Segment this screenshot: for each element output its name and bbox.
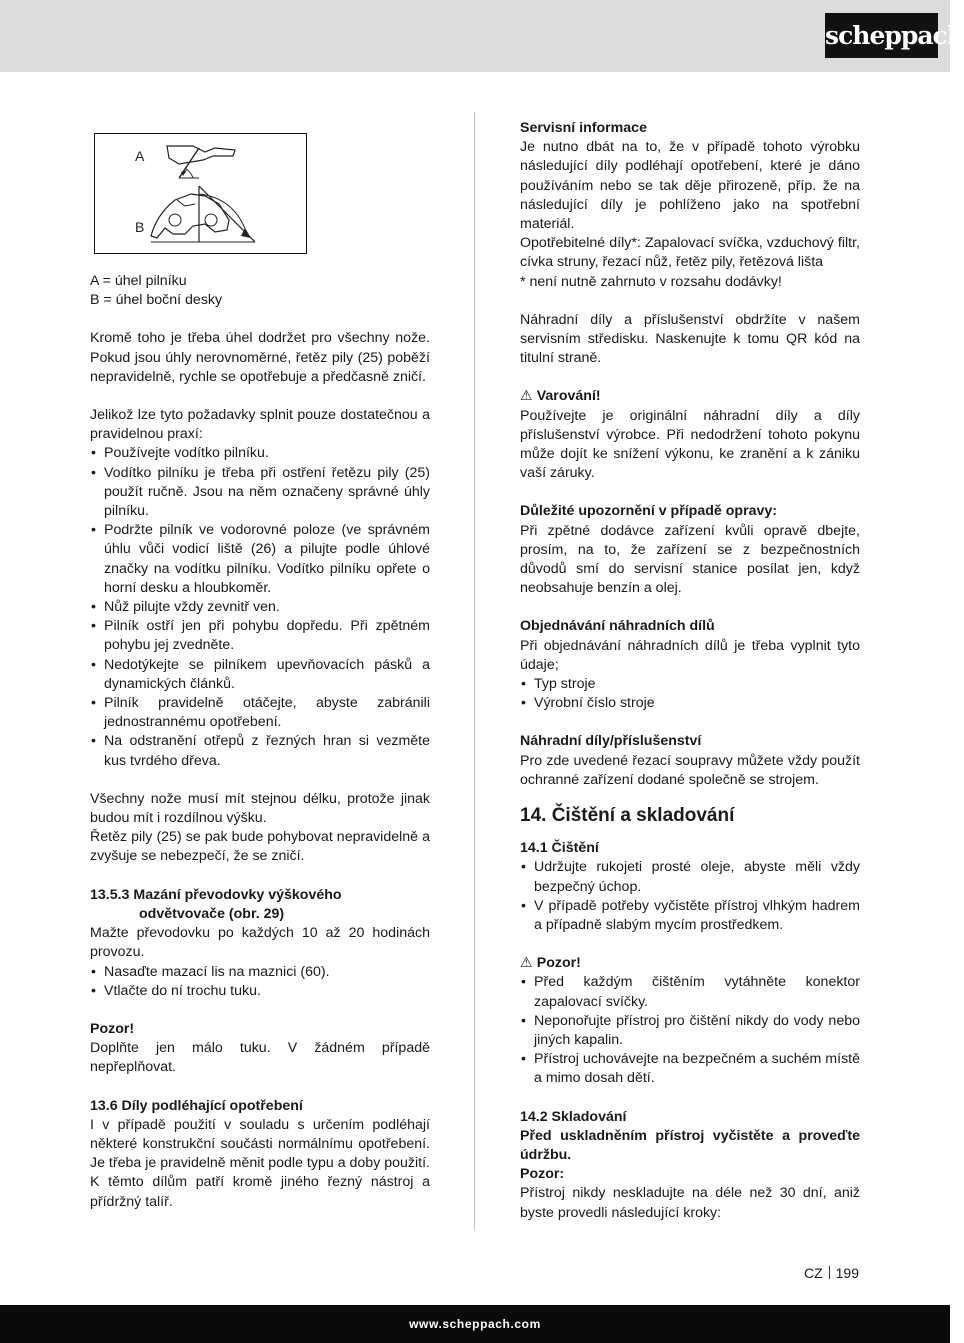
list-item: • Podržte pilník ve vodorovné poloze (ve správném úhlu vůči vodicí liště (26) a pilujte podle úhlové značky na vodítku pilníku. Vodítko pilníku opřete o horní desku a hloubkoměr.: [90, 521, 430, 598]
chapter-heading: 14. Čištění a skladování: [520, 805, 735, 827]
list-item: • Neponořujte přístroj pro čištění nikdy do vody nebo jiných kapalin.: [520, 1012, 860, 1050]
order-list: [520, 675, 860, 713]
list-item: • Pilník ostří jen při pohybu dopředu. Při zpětném pohybu jej zvedněte.: [90, 617, 430, 655]
list-item: • Udržujte rukojeti prosté oleje, abyste měli vždy bezpečný úchop.: [520, 858, 860, 896]
list-item: • Typ stroje: [520, 675, 860, 694]
page-language: CZ: [803, 1265, 823, 1281]
list-item: • Na odstranění otřepů z řezných hran si vezměte kus tvrdého dřeva.: [90, 732, 430, 770]
section-heading: Objednávání náhradních dílů: [520, 618, 715, 635]
list-item: • Přístroj uchovávejte na bezpečném a suchém místě a mimo dosah dětí.: [520, 1050, 860, 1088]
list-item: • Výrobní číslo stroje: [520, 694, 860, 713]
list-item: • Nasaďte mazací lis na maznici (60).: [90, 963, 430, 982]
brand-logo: scheppach: [825, 13, 938, 58]
website-url: www.scheppach.com: [409, 1317, 541, 1331]
list-item: • Nedotýkejte se pilníkem upevňovacích pásků a dynamických článků.: [90, 656, 430, 694]
section-heading: 14.2 Skladování: [520, 1108, 627, 1125]
list-item: • Používejte vodítko pilníku.: [90, 444, 430, 463]
column-divider: [474, 112, 475, 1230]
section-heading: 14.1 Čištění: [520, 840, 599, 857]
paragraph: Náhradní díly a příslušenství obdržíte v našem servisním středisku. Naskenujte k tomu QR kód na titulní straně.: [520, 311, 860, 367]
paragraph: Pro zde uvedené řezací soupravy můžete vždy použít ochranné zařízení dodané společně se strojem.: [520, 752, 860, 788]
paragraph: Při zpětné dodávce zařízení kvůli opravě dbejte, prosím, na to, že zařízení se z bezpečnostních důvodů smí do servisní stanice posílat jen, když neobsahuje benzín a olej.: [520, 522, 860, 597]
list-item: • Nůž pilujte vždy zevnitř ven.: [90, 598, 430, 617]
paragraph: Kromě toho je třeba úhel dodržet pro všechny nože. Pokud jsou úhly nerovnoměrné, řetěz pily (25) poběží nepravidelně, rychle se opotřebuje a předčasně zničí.: [90, 330, 430, 385]
paragraph: Přístroj nikdy neskladujte na déle než 30 dní, aniž byste provedli následující kroky:: [520, 1185, 860, 1221]
section-heading: Důležité upozornění v případě opravy:: [520, 503, 777, 520]
list-item: • V případě potřeby vyčistěte přístroj vlhkým hadrem a případně slabým mycím prostředkem.: [520, 897, 860, 935]
figure-label-b: B: [135, 219, 145, 235]
warning-heading: ⚠ Pozor!: [520, 954, 860, 973]
right-column: [520, 119, 860, 1223]
file-angle-figure: [94, 133, 307, 254]
paragraph: Je nutno dbát na to, že v případě tohoto výrobku následující díly podléhají opotřebení, které je dáno používáním nebo se tak děje přirozeně, příp. že na následující díly je pohlíženo jako na spotřební materiál.: [520, 139, 860, 233]
cleaning-list: [520, 858, 860, 935]
caution-list: [520, 973, 860, 1088]
section-heading: Servisní informace: [520, 120, 647, 136]
section-heading: Náhradní díly/příslušenství: [520, 733, 702, 750]
paragraph: Doplňte jen málo tuku. V žádném případě nepřeplňovat.: [90, 1040, 430, 1076]
page-number: [804, 1265, 859, 1281]
list-item: • Vodítko pilníku je třeba při ostření řetězu pily (25) použít ručně. Jsou na něm označeny správné úhly pilníku.: [90, 464, 430, 522]
legend-a: A = úhel pilníku: [90, 273, 187, 289]
paragraph: Používejte je originální náhradní díly a díly příslušenství výrobce. Při nedodržení tohoto pokynu může dojít ke snížení výkonu, ke zranění a k zániku vaší záruky.: [520, 407, 860, 482]
paragraph: Opotřebitelné díly*: Zapalovací svíčka, vzduchový filtr, cívka struny, řezací nůž, řetěz pily, řetězová lišta: [520, 235, 860, 271]
warning-heading: ⚠ Varování!: [520, 387, 860, 406]
caution-heading: Pozor!: [90, 1020, 135, 1037]
paragraph: Při objednávání náhradních dílů je třeba vyplnit tyto údaje;: [520, 637, 860, 673]
bold-instruction: Před uskladněním přístroj vyčistěte a proveďte údržbu.: [520, 1127, 860, 1163]
section-heading: 13.5.3 Mazání převodovky výškového odvětvovače (obr. 29): [90, 886, 342, 922]
list-item: • Vtlačte do ní trochu tuku.: [90, 982, 430, 1001]
warning-icon: ⚠: [520, 388, 533, 405]
list-item: • Pilník pravidelně otáčejte, abyste zabránili jednostrannému opotřebení.: [90, 694, 430, 732]
page-separator: [829, 1266, 830, 1279]
legend-b: B = úhel boční desky: [90, 292, 223, 309]
list-item: • Před každým čištěním vytáhněte konektor zapalovací svíčky.: [520, 973, 860, 1011]
sharpening-list: [90, 444, 430, 770]
warning-icon: ⚠: [520, 955, 533, 972]
left-column: [90, 272, 430, 1212]
section-heading: 13.6 Díly podléhající opotřebení: [90, 1097, 303, 1114]
chain-file-diagram: [95, 134, 306, 253]
paragraph: Všechny nože musí mít stejnou délku, protože jinak budou mít i rozdílnou výšku.: [90, 790, 430, 827]
paragraph: Jelikož lze tyto požadavky splnit pouze dostatečnou a pravidelnou praxí:: [90, 407, 430, 443]
figure-label-a: A: [135, 148, 145, 164]
caution-heading: Pozor:: [520, 1166, 565, 1183]
footer-bar: [0, 1305, 950, 1343]
paragraph: Mažte převodovku po každých 10 až 20 hodinách provozu.: [90, 925, 430, 961]
paragraph: * není nutně zahrnuto v rozsahu dodávky!: [520, 273, 782, 290]
header-bar: [0, 0, 964, 72]
lubrication-list: [90, 963, 430, 1001]
page-number-value: 199: [835, 1265, 859, 1281]
paragraph: I v případě použití v souladu s určením podléhají některé konstrukční součásti normálnímu opotřebení. Je třeba je pravidelně měnit podle typu a doby použití. K těmto dílům patří kromě jiného řezný nástroj a přídržný talíř.: [90, 1116, 430, 1210]
paragraph: Řetěz pily (25) se pak bude pohybovat nepravidelně a zvyšuje se nebezpečí, že se zničí.: [90, 829, 430, 865]
